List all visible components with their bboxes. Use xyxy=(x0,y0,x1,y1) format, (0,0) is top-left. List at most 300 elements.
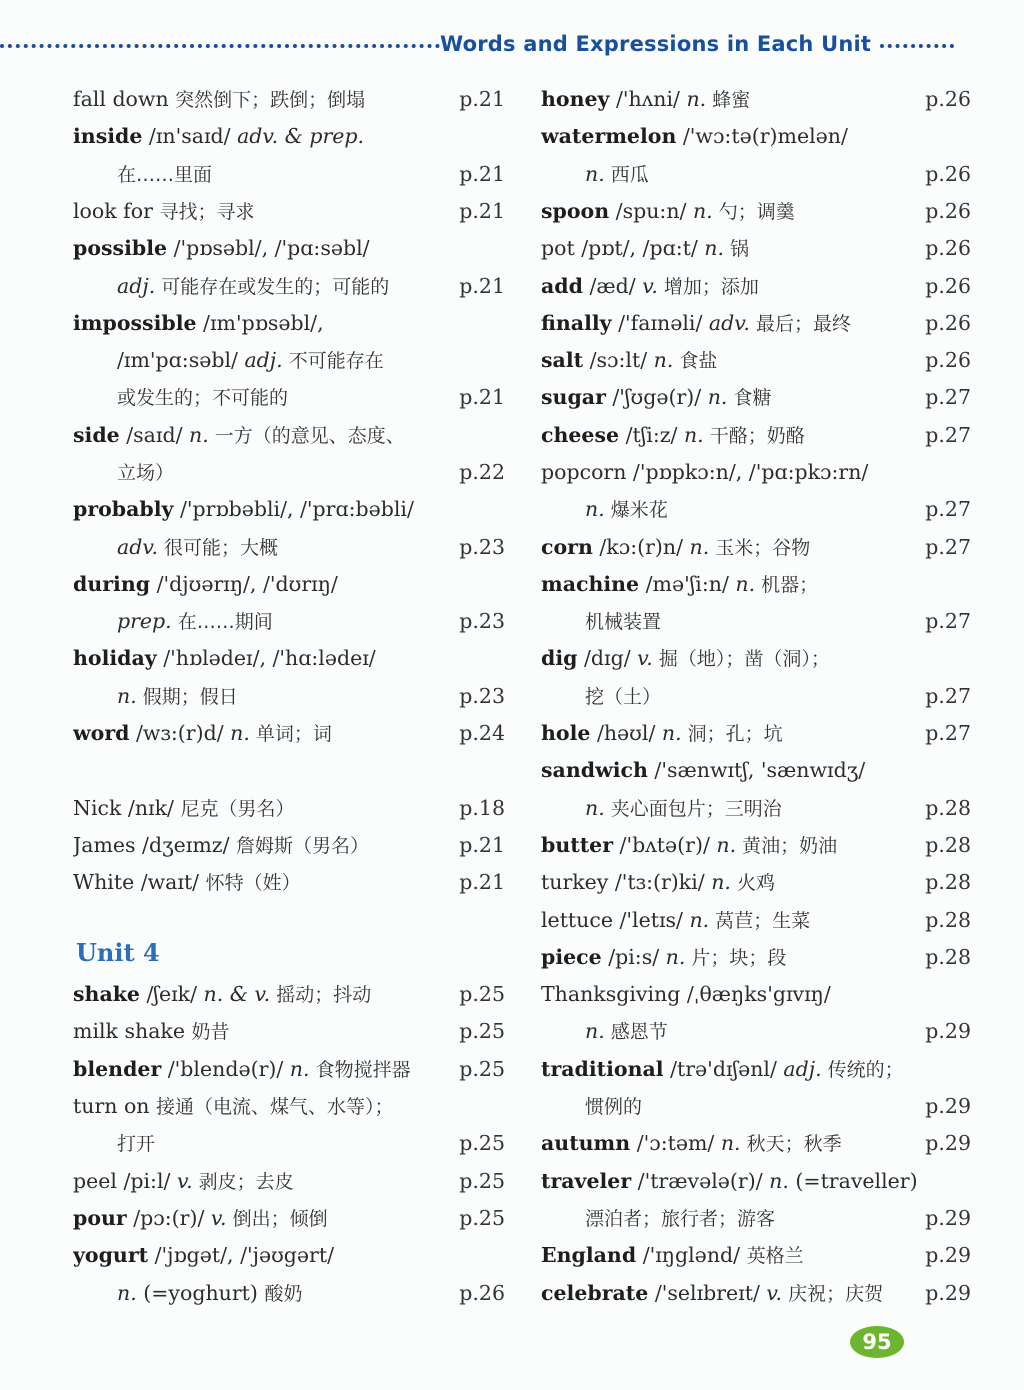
glossary-line xyxy=(73,865,505,899)
chinese-definition: 惯例的 xyxy=(585,1096,643,1118)
phrase-or-phonetic: peel xyxy=(73,1169,117,1193)
chinese-definition: 摇动；抖动 xyxy=(270,984,372,1006)
page-reference: p.21 xyxy=(459,274,505,298)
part-of-speech: n. xyxy=(720,1131,741,1155)
headword: finally xyxy=(541,311,612,335)
part-of-speech: n. xyxy=(230,721,250,745)
page-reference: p.29 xyxy=(925,1131,971,1155)
glossary-line xyxy=(585,1014,971,1048)
chinese-definition: 增加；添加 xyxy=(657,276,759,298)
part-of-speech: adj. xyxy=(117,274,156,298)
page-reference: p.24 xyxy=(459,721,505,745)
chinese-definition: 假期；假日 xyxy=(136,686,238,708)
chinese-definition: 传统的； xyxy=(821,1059,904,1081)
glossary-line xyxy=(117,604,505,638)
entry-text xyxy=(117,1126,155,1160)
page-reference: p.25 xyxy=(459,1206,505,1230)
chinese-definition: 突然倒下；跌倒；倒塌 xyxy=(175,89,366,111)
entry-text xyxy=(541,306,851,340)
headword: impossible xyxy=(73,311,197,335)
chinese-definition: 爆米花 xyxy=(604,499,668,521)
entry-text xyxy=(73,119,364,153)
phrase-or-phonetic: popcorn /'pɒpkɔ:n/, /'pɑ:pkɔ:rn/ xyxy=(541,460,869,484)
phrase-or-phonetic: /'trævələ(r)/ xyxy=(631,1169,770,1193)
entry-text xyxy=(117,604,273,638)
phrase-or-phonetic: /'bʌtə(r)/ xyxy=(613,833,717,857)
entry-text xyxy=(541,865,775,899)
entry-text xyxy=(73,231,370,265)
glossary-line xyxy=(541,1126,971,1160)
phrase-or-phonetic: /'sænwɪtʃ, 'sænwɪdʒ/ xyxy=(647,758,866,782)
chinese-definition: 酸奶 xyxy=(264,1283,303,1305)
phrase-or-phonetic: /'ɔ:təm/ xyxy=(630,1131,721,1155)
glossary-line xyxy=(541,940,971,974)
phrase-or-phonetic: /pɔ:(r)/ xyxy=(126,1206,211,1230)
chinese-definition: 火鸡 xyxy=(730,872,775,894)
phrase-or-phonetic: Nick /nɪk/ xyxy=(73,796,181,820)
glossary-line xyxy=(73,231,505,265)
entry-text xyxy=(541,977,831,1011)
part-of-speech: v. xyxy=(637,646,653,670)
chinese-definition: 尼克（男名） xyxy=(180,798,295,820)
entry-text xyxy=(73,306,324,340)
headword: dig xyxy=(541,646,578,670)
chinese-definition: 在……里面 xyxy=(117,164,213,186)
chinese-definition: 一方（的意见、态度、 xyxy=(208,425,405,447)
glossary-line xyxy=(585,679,971,713)
chinese-definition: 很可能；大概 xyxy=(158,537,279,559)
headword: probably xyxy=(73,497,174,521)
entry-text xyxy=(585,492,668,526)
phrase-or-phonetic: /'jɒgət/, /'jəʊgərt/ xyxy=(148,1243,335,1267)
phrase-or-phonetic: /ʃeɪk/ xyxy=(139,982,204,1006)
headword: spoon xyxy=(541,199,610,223)
glossary-line xyxy=(73,492,505,526)
entry-text xyxy=(541,903,810,937)
entry-text xyxy=(541,194,795,228)
phrase-or-phonetic: /'ɪŋglənd/ xyxy=(636,1243,747,1267)
page-reference: p.29 xyxy=(925,1019,971,1043)
phrase-or-phonetic: /saɪd/ xyxy=(119,423,189,447)
page-reference: p.23 xyxy=(459,535,505,559)
glossary-line xyxy=(541,119,971,153)
glossary-line xyxy=(73,977,505,1011)
headword: celebrate xyxy=(541,1281,649,1305)
page-reference: p.23 xyxy=(459,609,505,633)
entry-text xyxy=(585,157,649,191)
entry-text xyxy=(73,1164,294,1198)
chinese-definition: 蜂蜜 xyxy=(706,89,751,111)
chinese-definition: 西瓜 xyxy=(604,164,649,186)
entry-text xyxy=(73,716,332,750)
headword: during xyxy=(73,572,151,596)
entry-text xyxy=(585,1089,642,1123)
chinese-definition: 奶昔 xyxy=(191,1021,230,1043)
entry-text xyxy=(73,1201,328,1235)
headword: yogurt xyxy=(73,1243,149,1267)
headword: honey xyxy=(541,87,610,111)
part-of-speech: n. xyxy=(117,684,137,708)
chinese-definition: 黄油；奶油 xyxy=(736,835,838,857)
entry-text xyxy=(585,1014,668,1048)
entry-text xyxy=(541,716,783,750)
phrase-or-phonetic: /'blendə(r)/ xyxy=(161,1057,290,1081)
page-reference: p.21 xyxy=(459,162,505,186)
glossary-line xyxy=(73,828,505,862)
glossary-line xyxy=(541,1052,971,1086)
glossary-line xyxy=(541,194,971,228)
entry-text xyxy=(541,753,865,787)
page-reference: p.18 xyxy=(459,796,505,820)
part-of-speech: n. xyxy=(665,945,686,969)
part-of-speech: n. xyxy=(692,199,713,223)
entry-text xyxy=(117,157,212,191)
entry-text xyxy=(117,269,389,303)
entry-text xyxy=(541,343,717,377)
entry-text xyxy=(541,641,830,675)
glossary-line xyxy=(73,641,505,675)
part-of-speech: adv. xyxy=(117,535,159,559)
chinese-definition: 莴苣；生菜 xyxy=(709,910,811,932)
headword: traveler xyxy=(541,1169,632,1193)
chinese-definition: 英格兰 xyxy=(746,1245,804,1267)
phrase-or-phonetic: /dɪg/ xyxy=(577,646,638,670)
part-of-speech: n. xyxy=(689,535,710,559)
headword: piece xyxy=(541,945,602,969)
header-dots-left xyxy=(0,44,440,48)
page-reference: p.26 xyxy=(925,348,971,372)
part-of-speech: n. xyxy=(769,1169,789,1193)
chinese-definition: 干酪；奶酪 xyxy=(703,425,805,447)
headword: sandwich xyxy=(541,758,648,782)
phrase-or-phonetic: pot /pɒt/, /pɑ:t/ xyxy=(541,236,705,260)
entry-text xyxy=(541,1164,918,1198)
page-reference: p.25 xyxy=(459,1169,505,1193)
entry-text xyxy=(117,679,238,713)
page-reference: p.21 xyxy=(459,833,505,857)
part-of-speech: n. xyxy=(585,162,605,186)
part-of-speech: v. xyxy=(642,274,658,298)
entry-text xyxy=(73,194,254,228)
page-reference: p.27 xyxy=(925,721,971,745)
entry-text xyxy=(541,455,868,489)
part-of-speech: n. xyxy=(686,87,707,111)
page-reference: p.27 xyxy=(925,684,971,708)
page-reference: p.27 xyxy=(925,535,971,559)
chinese-definition: 寻找；寻求 xyxy=(159,201,255,223)
phrase-or-phonetic: (=yoghurt) xyxy=(136,1281,265,1305)
page-reference: p.21 xyxy=(459,199,505,223)
glossary-line xyxy=(541,530,971,564)
glossary-line xyxy=(73,1089,505,1123)
headword: machine xyxy=(541,572,640,596)
entry-text xyxy=(541,1276,883,1310)
entry-text xyxy=(541,1126,842,1160)
glossary-line xyxy=(73,418,505,452)
glossary-line xyxy=(117,380,505,414)
page-reference: p.22 xyxy=(459,460,505,484)
part-of-speech: adv. xyxy=(708,311,750,335)
phrase-or-phonetic: White /waɪt/ xyxy=(73,870,206,894)
headword: watermelon xyxy=(541,124,677,148)
chinese-definition: 怀特（姓） xyxy=(205,872,301,894)
entry-text xyxy=(541,828,837,862)
glossary-line xyxy=(541,641,971,675)
part-of-speech: n. xyxy=(683,423,704,447)
chinese-definition: 片；块；段 xyxy=(685,947,787,969)
glossary-line xyxy=(541,231,971,265)
chinese-definition: 机器； xyxy=(755,574,819,596)
entry-text xyxy=(541,940,786,974)
phrase-or-phonetic: lettuce /'letɪs/ xyxy=(541,908,690,932)
phrase-or-phonetic: /'wɔ:tə(r)melən/ xyxy=(676,124,848,148)
part-of-speech: n. xyxy=(653,348,674,372)
glossary-line xyxy=(73,1014,505,1048)
part-of-speech: n. & v. xyxy=(203,982,271,1006)
headword: salt xyxy=(541,348,584,372)
phrase-or-phonetic: /pi:s/ xyxy=(601,945,666,969)
page-reference: p.26 xyxy=(925,236,971,260)
page-reference: p.21 xyxy=(459,385,505,409)
entry-text xyxy=(117,343,384,377)
entry-text xyxy=(541,269,759,303)
phrase-or-phonetic: /tʃi:z/ xyxy=(619,423,684,447)
entry-text xyxy=(541,418,805,452)
entry-text xyxy=(73,865,301,899)
part-of-speech: prep. xyxy=(117,609,172,633)
phrase-or-phonetic: look for xyxy=(73,199,160,223)
page-reference: p.27 xyxy=(925,609,971,633)
page-reference: p.28 xyxy=(925,908,971,932)
glossary-line xyxy=(117,1126,505,1160)
page-reference: p.26 xyxy=(925,274,971,298)
glossary-line xyxy=(541,380,971,414)
page-reference: p.23 xyxy=(459,684,505,708)
entry-text xyxy=(541,82,750,116)
phrase-or-phonetic: /spu:n/ xyxy=(609,199,693,223)
glossary-line xyxy=(541,82,971,116)
entry-text xyxy=(73,82,365,116)
headword: add xyxy=(541,274,583,298)
chinese-definition: 玉米；谷物 xyxy=(709,537,811,559)
page-reference: p.25 xyxy=(459,1131,505,1155)
entry-text xyxy=(73,1052,411,1086)
page-reference: p.28 xyxy=(925,870,971,894)
glossary-line xyxy=(117,530,505,564)
chinese-definition: 挖（土） xyxy=(585,686,662,708)
glossary-line xyxy=(73,306,505,340)
page-reference: p.28 xyxy=(925,796,971,820)
page-reference: p.25 xyxy=(459,982,505,1006)
entry-text xyxy=(73,791,294,825)
phrase-or-phonetic: /'pɒsəbl/, /'pɑ:səbl/ xyxy=(167,236,370,260)
entry-text xyxy=(541,1052,904,1086)
page-reference: p.25 xyxy=(459,1019,505,1043)
phrase-or-phonetic: /kɔ:(r)n/ xyxy=(592,535,690,559)
part-of-speech: v. xyxy=(766,1281,783,1305)
headword: blender xyxy=(73,1057,162,1081)
entry-text xyxy=(73,492,414,526)
page-reference: p.29 xyxy=(925,1206,971,1230)
glossary-line xyxy=(585,604,971,638)
phrase-or-phonetic: /trə'dɪʃənl/ xyxy=(663,1057,784,1081)
page-reference: p.28 xyxy=(925,833,971,857)
part-of-speech: v. xyxy=(176,1169,193,1193)
part-of-speech: n. xyxy=(289,1057,310,1081)
glossary-line xyxy=(117,1276,505,1310)
headword: word xyxy=(73,721,130,745)
glossary-line xyxy=(73,716,505,750)
part-of-speech: n. xyxy=(189,423,209,447)
glossary-line xyxy=(541,1238,971,1272)
part-of-speech: adj. xyxy=(244,348,283,372)
chinese-definition: 洞；孔；坑 xyxy=(681,723,783,745)
page-number-badge: 95 xyxy=(850,1326,904,1358)
page-reference: p.29 xyxy=(925,1281,971,1305)
headword: sugar xyxy=(541,385,606,409)
glossary-line xyxy=(541,865,971,899)
phrase-or-phonetic: /wɜ:(r)d/ xyxy=(129,721,231,745)
part-of-speech: v. xyxy=(210,1206,227,1230)
glossary-line xyxy=(73,194,505,228)
page-reference: p.25 xyxy=(459,1057,505,1081)
glossary-line xyxy=(541,567,971,601)
phrase-or-phonetic: /'djʊərɪŋ/, /'dʊrɪŋ/ xyxy=(150,572,338,596)
phrase-or-phonetic: /'hɒlədeɪ/, /'hɑ:lədeɪ/ xyxy=(156,646,376,670)
glossary-line xyxy=(73,1238,505,1272)
headword: hole xyxy=(541,721,591,745)
chinese-definition: 食糖 xyxy=(727,387,772,409)
glossary-line xyxy=(117,455,505,489)
glossary-line xyxy=(73,82,505,116)
phrase-or-phonetic: /æd/ xyxy=(582,274,643,298)
glossary-line xyxy=(541,1276,971,1310)
entry-text xyxy=(541,380,771,414)
glossary-line xyxy=(541,306,971,340)
part-of-speech: n. xyxy=(711,870,731,894)
phrase-or-phonetic: /ɪm'pɒsəbl/, xyxy=(196,311,324,335)
glossary-line xyxy=(117,157,505,191)
headword: side xyxy=(73,423,120,447)
entry-text xyxy=(541,231,749,265)
phrase-or-phonetic: /ɪm'pɑ:səbl/ xyxy=(117,348,245,372)
phrase-or-phonetic: /'ʃʊgə(r)/ xyxy=(605,385,708,409)
glossary-line xyxy=(585,791,971,825)
glossary-line xyxy=(541,269,971,303)
glossary-line xyxy=(585,157,971,191)
phrase-or-phonetic: (=traveller) xyxy=(788,1169,918,1193)
phrase-or-phonetic: /həʊl/ xyxy=(590,721,662,745)
entry-text xyxy=(585,679,661,713)
entry-text xyxy=(73,1089,394,1123)
entry-text xyxy=(73,641,376,675)
page-reference: p.26 xyxy=(925,87,971,111)
chinese-definition: 詹姆斯（男名） xyxy=(236,835,370,857)
header-dots-right xyxy=(880,44,954,48)
phrase-or-phonetic: /'selɪbreɪt/ xyxy=(648,1281,767,1305)
glossary-line xyxy=(541,418,971,452)
page-reference: p.26 xyxy=(459,1281,505,1305)
page-reference: p.27 xyxy=(925,497,971,521)
glossary-line xyxy=(541,828,971,862)
entry-text xyxy=(585,791,782,825)
glossary-line xyxy=(541,343,971,377)
chinese-definition: 机械装置 xyxy=(585,611,662,633)
headword: corn xyxy=(541,535,593,559)
entry-text xyxy=(541,530,810,564)
chinese-definition: 秋天；秋季 xyxy=(740,1133,842,1155)
entry-text xyxy=(117,1276,302,1310)
page-reference: p.28 xyxy=(925,945,971,969)
entry-text xyxy=(117,455,174,489)
glossary-line xyxy=(117,269,505,303)
entry-text xyxy=(585,604,661,638)
phrase-or-phonetic: fall down xyxy=(73,87,176,111)
part-of-speech: adj. xyxy=(783,1057,822,1081)
page-reference: p.27 xyxy=(925,423,971,447)
unit-heading: Unit 4 xyxy=(76,938,160,967)
header-title: Words and Expressions in Each Unit xyxy=(440,32,872,56)
glossary-line xyxy=(73,1201,505,1235)
glossary-line xyxy=(73,791,505,825)
glossary-line xyxy=(541,977,971,1011)
phrase-or-phonetic: /'prɒbəbli/, /'prɑ:bəbli/ xyxy=(173,497,414,521)
entry-text xyxy=(117,530,278,564)
chinese-definition: 立场） xyxy=(117,462,175,484)
entry-text xyxy=(541,567,818,601)
glossary-line xyxy=(585,1089,971,1123)
page-header xyxy=(0,30,1024,66)
page-reference: p.29 xyxy=(925,1094,971,1118)
phrase-or-phonetic: milk shake xyxy=(73,1019,192,1043)
phrase-or-phonetic: /ɪn'saɪd/ xyxy=(142,124,238,148)
chinese-definition: 打开 xyxy=(117,1133,156,1155)
glossary-line xyxy=(541,455,971,489)
part-of-speech: n. xyxy=(704,236,725,260)
entry-text xyxy=(117,380,288,414)
part-of-speech: n. xyxy=(585,497,605,521)
headword: cheese xyxy=(541,423,620,447)
phrase-or-phonetic: turn on xyxy=(73,1094,157,1118)
glossary-line xyxy=(73,119,505,153)
page-reference: p.27 xyxy=(925,385,971,409)
glossary-line xyxy=(541,1164,971,1198)
chinese-definition: 掘（地）；凿（洞）； xyxy=(652,648,830,670)
chinese-definition: 剥皮；去皮 xyxy=(192,1171,294,1193)
part-of-speech: n. xyxy=(585,1019,605,1043)
entry-text xyxy=(541,1238,804,1272)
glossary-line xyxy=(73,1164,505,1198)
chinese-definition: 或发生的；不可能的 xyxy=(117,387,289,409)
part-of-speech: n. xyxy=(716,833,737,857)
glossary-line xyxy=(73,1052,505,1086)
chinese-definition: 在……期间 xyxy=(171,611,273,633)
headword: pour xyxy=(73,1206,127,1230)
headword: holiday xyxy=(73,646,157,670)
glossary-line xyxy=(117,679,505,713)
chinese-definition: 食盐 xyxy=(673,350,718,372)
entry-text xyxy=(541,119,848,153)
glossary-line xyxy=(117,343,505,377)
headword: possible xyxy=(73,236,168,260)
chinese-definition: 夹心面包片；三明治 xyxy=(604,798,782,820)
part-of-speech: n. xyxy=(689,908,710,932)
chinese-definition: 漂泊者；旅行者；游客 xyxy=(585,1208,776,1230)
headword: autumn xyxy=(541,1131,631,1155)
page-reference: p.21 xyxy=(459,87,505,111)
glossary-line xyxy=(541,753,971,787)
part-of-speech: n. xyxy=(707,385,728,409)
